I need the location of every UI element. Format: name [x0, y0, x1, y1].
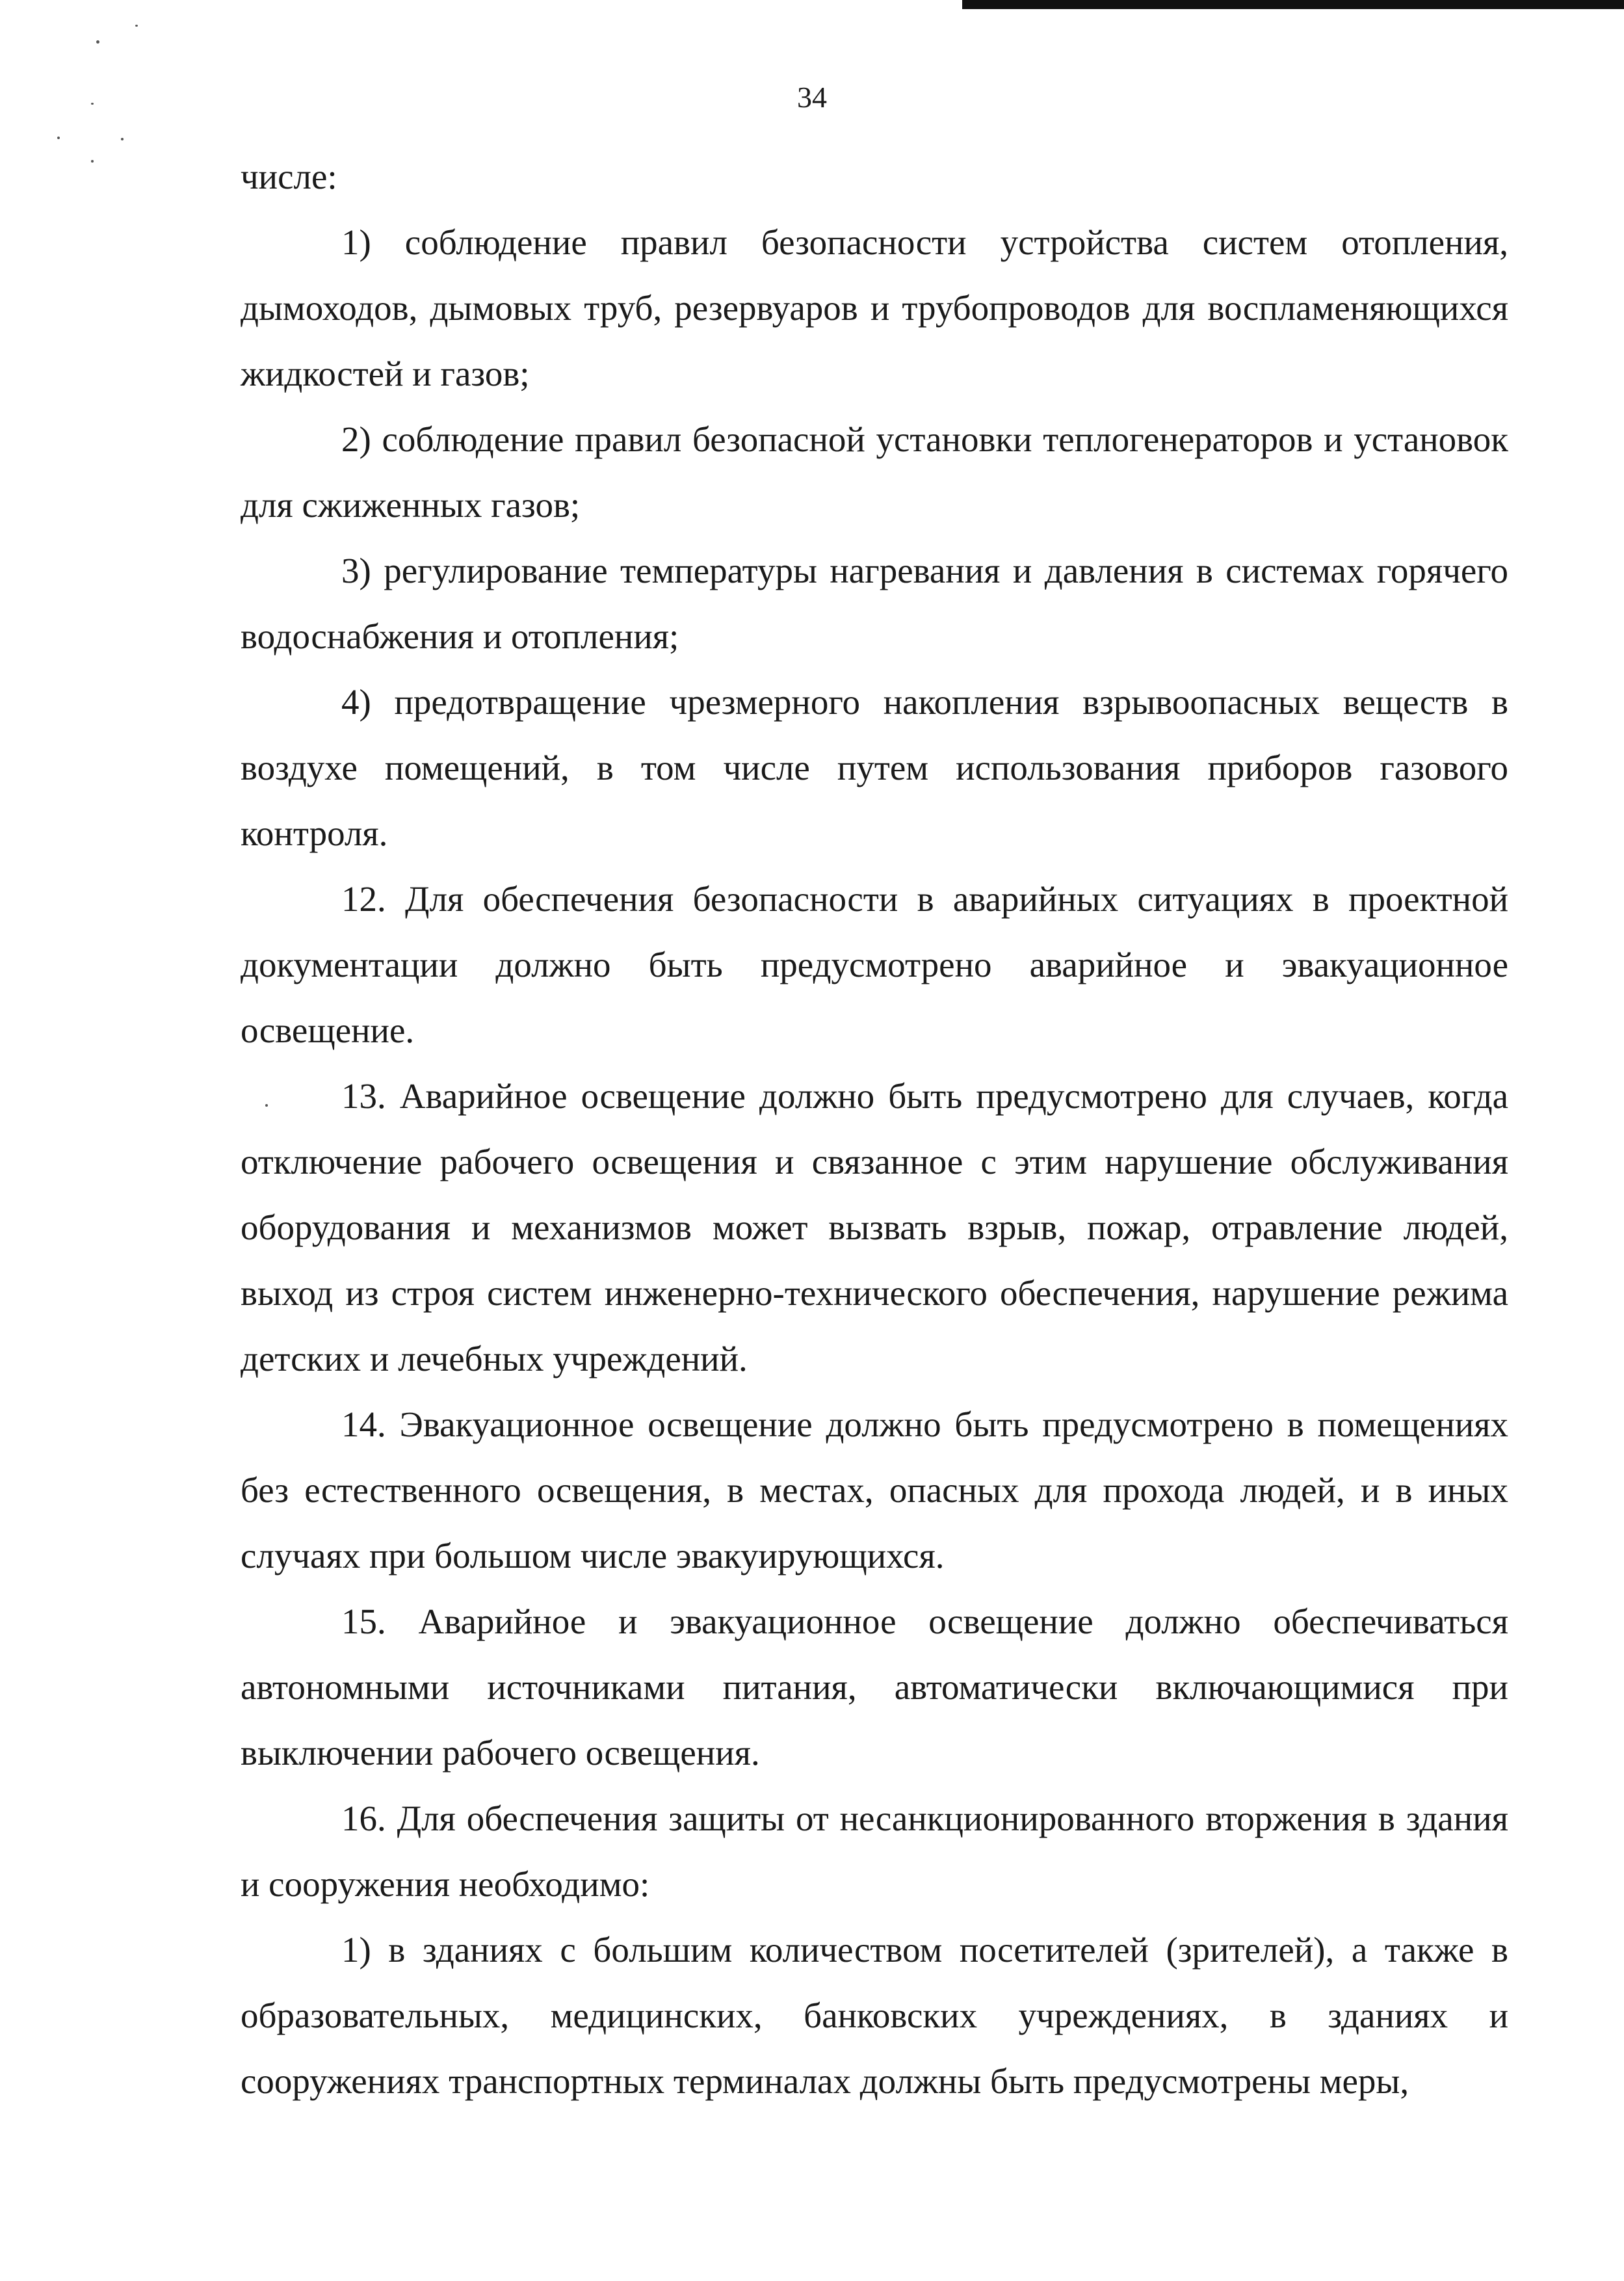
scan-speck — [57, 137, 60, 139]
scan-speck — [91, 160, 94, 163]
paragraph-clause-14: 14. Эвакуационное освещение должно быть предусмотрено в помещениях без естественного освещения, в местах, опасных для прохода людей, и в иных случаях при большом числе эвакуирующихся. — [241, 1404, 1508, 1576]
paragraph-clause-16-item-1: 1) в зданиях с большим количеством посетителей (зрителей), а также в образовательных, медицинских, банковских учреждениях, в зданиях и сооружениях транспортных терминалах должны быть предусмотрены меры, — [241, 1930, 1508, 2101]
scan-speck — [135, 25, 138, 27]
paragraph-clause-16: 16. Для обеспечения защиты от несанкционированного вторжения в здания и сооружения необходимо: — [241, 1799, 1508, 1904]
scan-speck — [96, 40, 99, 44]
paragraph-clause-15: 15. Аварийное и эвакуационное освещение должно обеспечиваться автономными источниками питания, автоматически включающимися при выключении рабочего освещения. — [241, 1602, 1508, 1773]
paragraph-item-3: 3) регулирование температуры нагревания и давления в системах горячего водоснабжения и отопления; — [241, 551, 1508, 656]
paragraph-item-4: 4) предотвращение чрезмерного накопления взрывоопасных веществ в воздухе помещений, в том числе путем использования приборов газового контроля. — [241, 682, 1508, 853]
paragraph-item-2: 2) соблюдение правил безопасной установки теплогенераторов и установок для сжиженных газов; — [241, 419, 1508, 525]
paragraph-clause-12: 12. Для обеспечения безопасности в аварийных ситуациях в проектной документации должно быть предусмотрено аварийное и эвакуационное освещение. — [241, 879, 1508, 1050]
page-number: 34 — [797, 81, 827, 114]
paragraph-clause-13: 13. Аварийное освещение должно быть предусмотрено для случаев, когда отключение рабочего освещения и связанное с этим нарушение обслуживания оборудования и механизмов может вызвать взрыв, пожар, отравление людей, выход из строя систем инженерно-технического обеспечения, нарушение режима детских и лечебных учреждений. — [241, 1076, 1508, 1378]
scan-speck — [121, 138, 124, 140]
paragraph-item-1: 1) соблюдение правил безопасности устройства систем отопления, дымоходов, дымовых труб, резервуаров и трубопроводов для воспламеняющихся жидкостей и газов; — [241, 222, 1508, 393]
paragraph-lead: числе: — [241, 157, 337, 196]
document-body — [241, 144, 1508, 2114]
scan-edge-line — [962, 0, 1624, 9]
